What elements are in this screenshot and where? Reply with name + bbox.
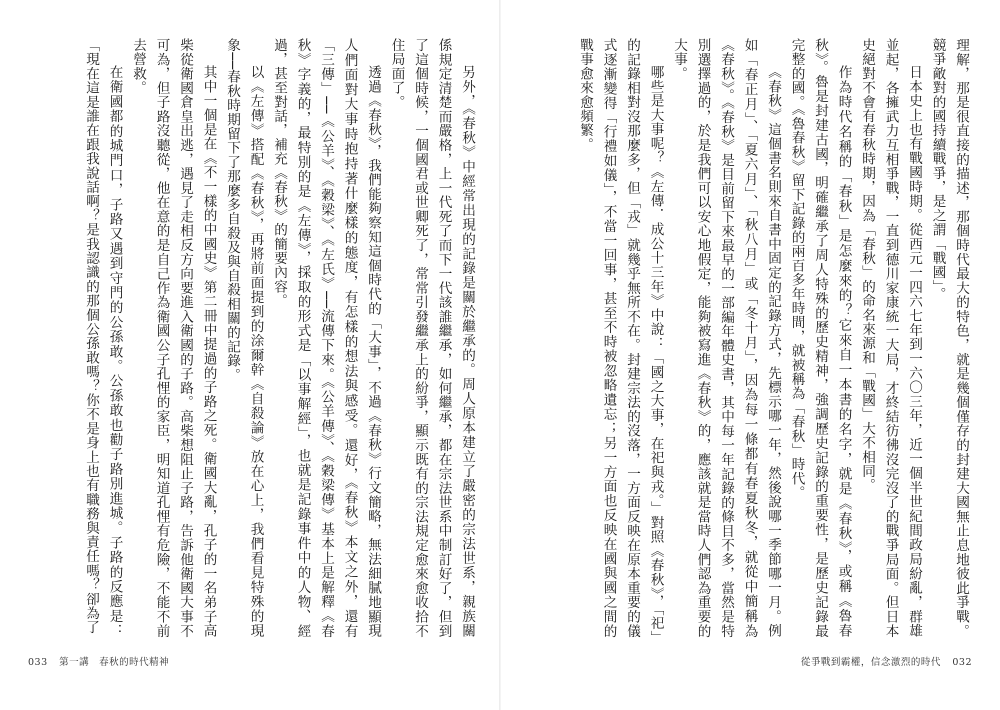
paragraph: 日本史上也有戰國時期。從西元一四六七年到一六〇三年，近一個半世紀間政局紛亂，群雄並起，各擁武力互相爭戰，一直到德川家康統一大局，才終結彷彿沒完沒了的戰爭局面。但日本史絕對不會有春秋時期，因為「春秋」的命名來源和「戰國」大不相同。 xyxy=(859,38,922,638)
left-page-text xyxy=(28,38,478,638)
section-title: 從爭戰到霸權，信念激烈的時代 xyxy=(800,657,941,668)
paragraph: 透過《春秋》，我們能夠察知這個時代的「大事」，不過《春秋》行文簡略，無法細膩地顯現人們面對大事時抱持著什麼樣的態度，有怎樣的想法與感受。還好，《春秋》本文之外，還有「三傳」──《公羊》、《穀梁》、《左氏》──流傳下來。《公羊傳》、《穀梁傳》基本上是解釋《春秋》字義的，最特別的是《左傳》，採取的形式是「以事解經」，也就是記錄事件中的人物、經過，甚至對話，補充《春秋》的簡要內容。 xyxy=(271,38,381,638)
paragraph: 另外，《春秋》中經常出現的記錄是關於繼承的。周人原本建立了嚴密的宗法世系，親族關係規定清楚而嚴格，上一代死了而下一代該誰繼承，如何繼承，都在宗法世系中制訂好了，但到了這個時候，一個國君或世卿死了，常常引發繼承上的紛爭，顯示既有的宗法規定愈來愈收拾不住局面了。 xyxy=(388,38,475,638)
page-number: 032 xyxy=(952,657,972,668)
paragraph: 其中一個是在《不一樣的中國史》第二冊中提過的子路之死。衛國大亂，孔子的一名弟子高柴從衛國倉皇出逃，遇見了走相反方向要進入衛國的子路。高柴想阻止子路，告訴他衛國大事不可為，但子路沒聽從，他在意的是自己作為衛國公子孔悝的家臣，明知道孔悝有危險，不能不前去營救。 xyxy=(130,38,217,638)
book-gutter xyxy=(499,0,501,710)
right-page-footer xyxy=(793,654,972,668)
right-page-text xyxy=(522,38,972,638)
paragraph: 以《左傳》搭配《春秋》，再將前面提到的涂爾幹《自殺論》放在心上，我們看見特殊的現象──春秋時期留下了那麼多自殺及與自殺相關的記錄。 xyxy=(224,38,264,638)
chapter-title: 第一講 春秋的時代精神 xyxy=(59,657,170,668)
left-page xyxy=(28,38,478,650)
paragraph: 在衛國都的城門口，子路又遇到守門的公孫敢。公孫敢也勸子路別進城。子路的反應是：「現在這是誰在跟我說話啊？是我認識的那個公孫敢嗎？你不是身上也有職務與責任嗎？卻為了 xyxy=(83,38,123,638)
right-page xyxy=(522,38,972,650)
page-number: 033 xyxy=(28,657,48,668)
paragraph: 作為時代名稱的「春秋」是怎麼來的？它來自一本書的名字，就是《春秋》，或稱《魯春秋》。魯是封建古國，明確繼承了周人特殊的歷史精神，強調歷史記錄的重要性，是歷史記錄最完整的國。《魯春秋》留下記錄的兩百多年時間，就被稱為「春秋」時代。 xyxy=(788,38,852,638)
paragraph: 理解，那是很直接的描述，那個時代最大的特色，就是幾個僅存的封建大國無止息地彼此爭戰。競爭敵對的國持續戰爭，是之謂「戰國」。 xyxy=(929,38,969,638)
paragraph: 哪些是大事呢？《左傳．成公十三年》中說：「國之大事，在祀與戎。」對照《春秋》，「祀」的記錄相對沒那麼多，但「戎」就幾乎無所不在。封建宗法的沒落，一方面反映在原本重要的儀式逐漸變得「行禮如儀」，不當一回事，甚至不時被忽略遺忘；另一方面也反映在國與國之間的戰事愈來愈頻繁。 xyxy=(577,38,664,638)
paragraph: 《春秋》這個書名則來自書中固定的記錄方式，先標示哪一年，然後說哪一季節哪一月。例如「春正月」、「夏六月」、「秋八月」或「冬十月」，因為每一條都有春夏秋冬，就從中簡稱為《春秋》。《春秋》是目前留下來最早的一部編年體史書，其中每一年記錄的條目不多，當然是特別選擇過的，於是我們可以安心地假定，能夠被寫進《春秋》的，應該就是當時人們認為重要的大事。 xyxy=(671,38,781,638)
left-page-footer xyxy=(28,654,177,668)
